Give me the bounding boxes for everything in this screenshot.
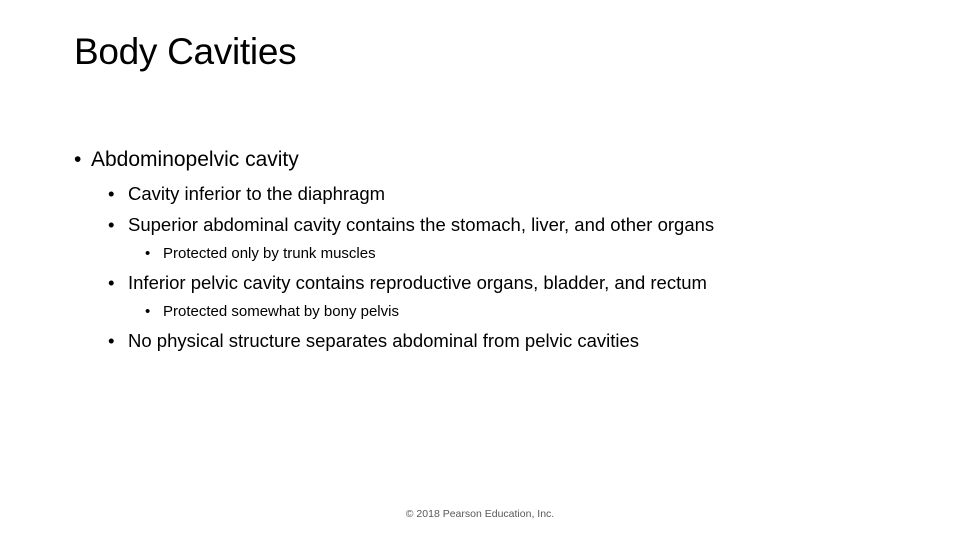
bullet-text: Cavity inferior to the diaphragm [128, 183, 386, 204]
slide-title: Body Cavities [74, 31, 297, 72]
bullet-icon: • [74, 148, 82, 171]
bullet-text: Protected only by trunk muscles [163, 245, 376, 262]
bullet-icon: • [108, 330, 115, 351]
bullet-no-physical-structure [108, 330, 639, 352]
bullet-inferior-pelvic-cavity [108, 272, 707, 294]
bullet-icon: • [145, 303, 151, 320]
bullet-abdominopelvic-cavity [74, 147, 299, 172]
copyright-footer: © 2018 Pearson Education, Inc. [405, 508, 555, 520]
bullet-superior-abdominal-cavity [108, 214, 714, 236]
bullet-icon: • [108, 214, 115, 235]
bullet-inferior-to-diaphragm [108, 183, 385, 205]
bullet-text: Inferior pelvic cavity contains reproductive organs, bladder, and rectum [128, 272, 707, 293]
bullet-protected-trunk-muscles [145, 245, 376, 263]
bullet-protected-bony-pelvis [145, 303, 399, 321]
bullet-text: Superior abdominal cavity contains the stomach, liver, and other organs [128, 214, 715, 235]
bullet-text: No physical structure separates abdominal from pelvic cavities [128, 330, 640, 351]
bullet-icon: • [108, 183, 115, 204]
bullet-icon: • [108, 272, 115, 293]
bullet-text: Abdominopelvic cavity [91, 148, 299, 171]
bullet-icon: • [145, 245, 151, 262]
bullet-text: Protected somewhat by bony pelvis [163, 303, 399, 320]
